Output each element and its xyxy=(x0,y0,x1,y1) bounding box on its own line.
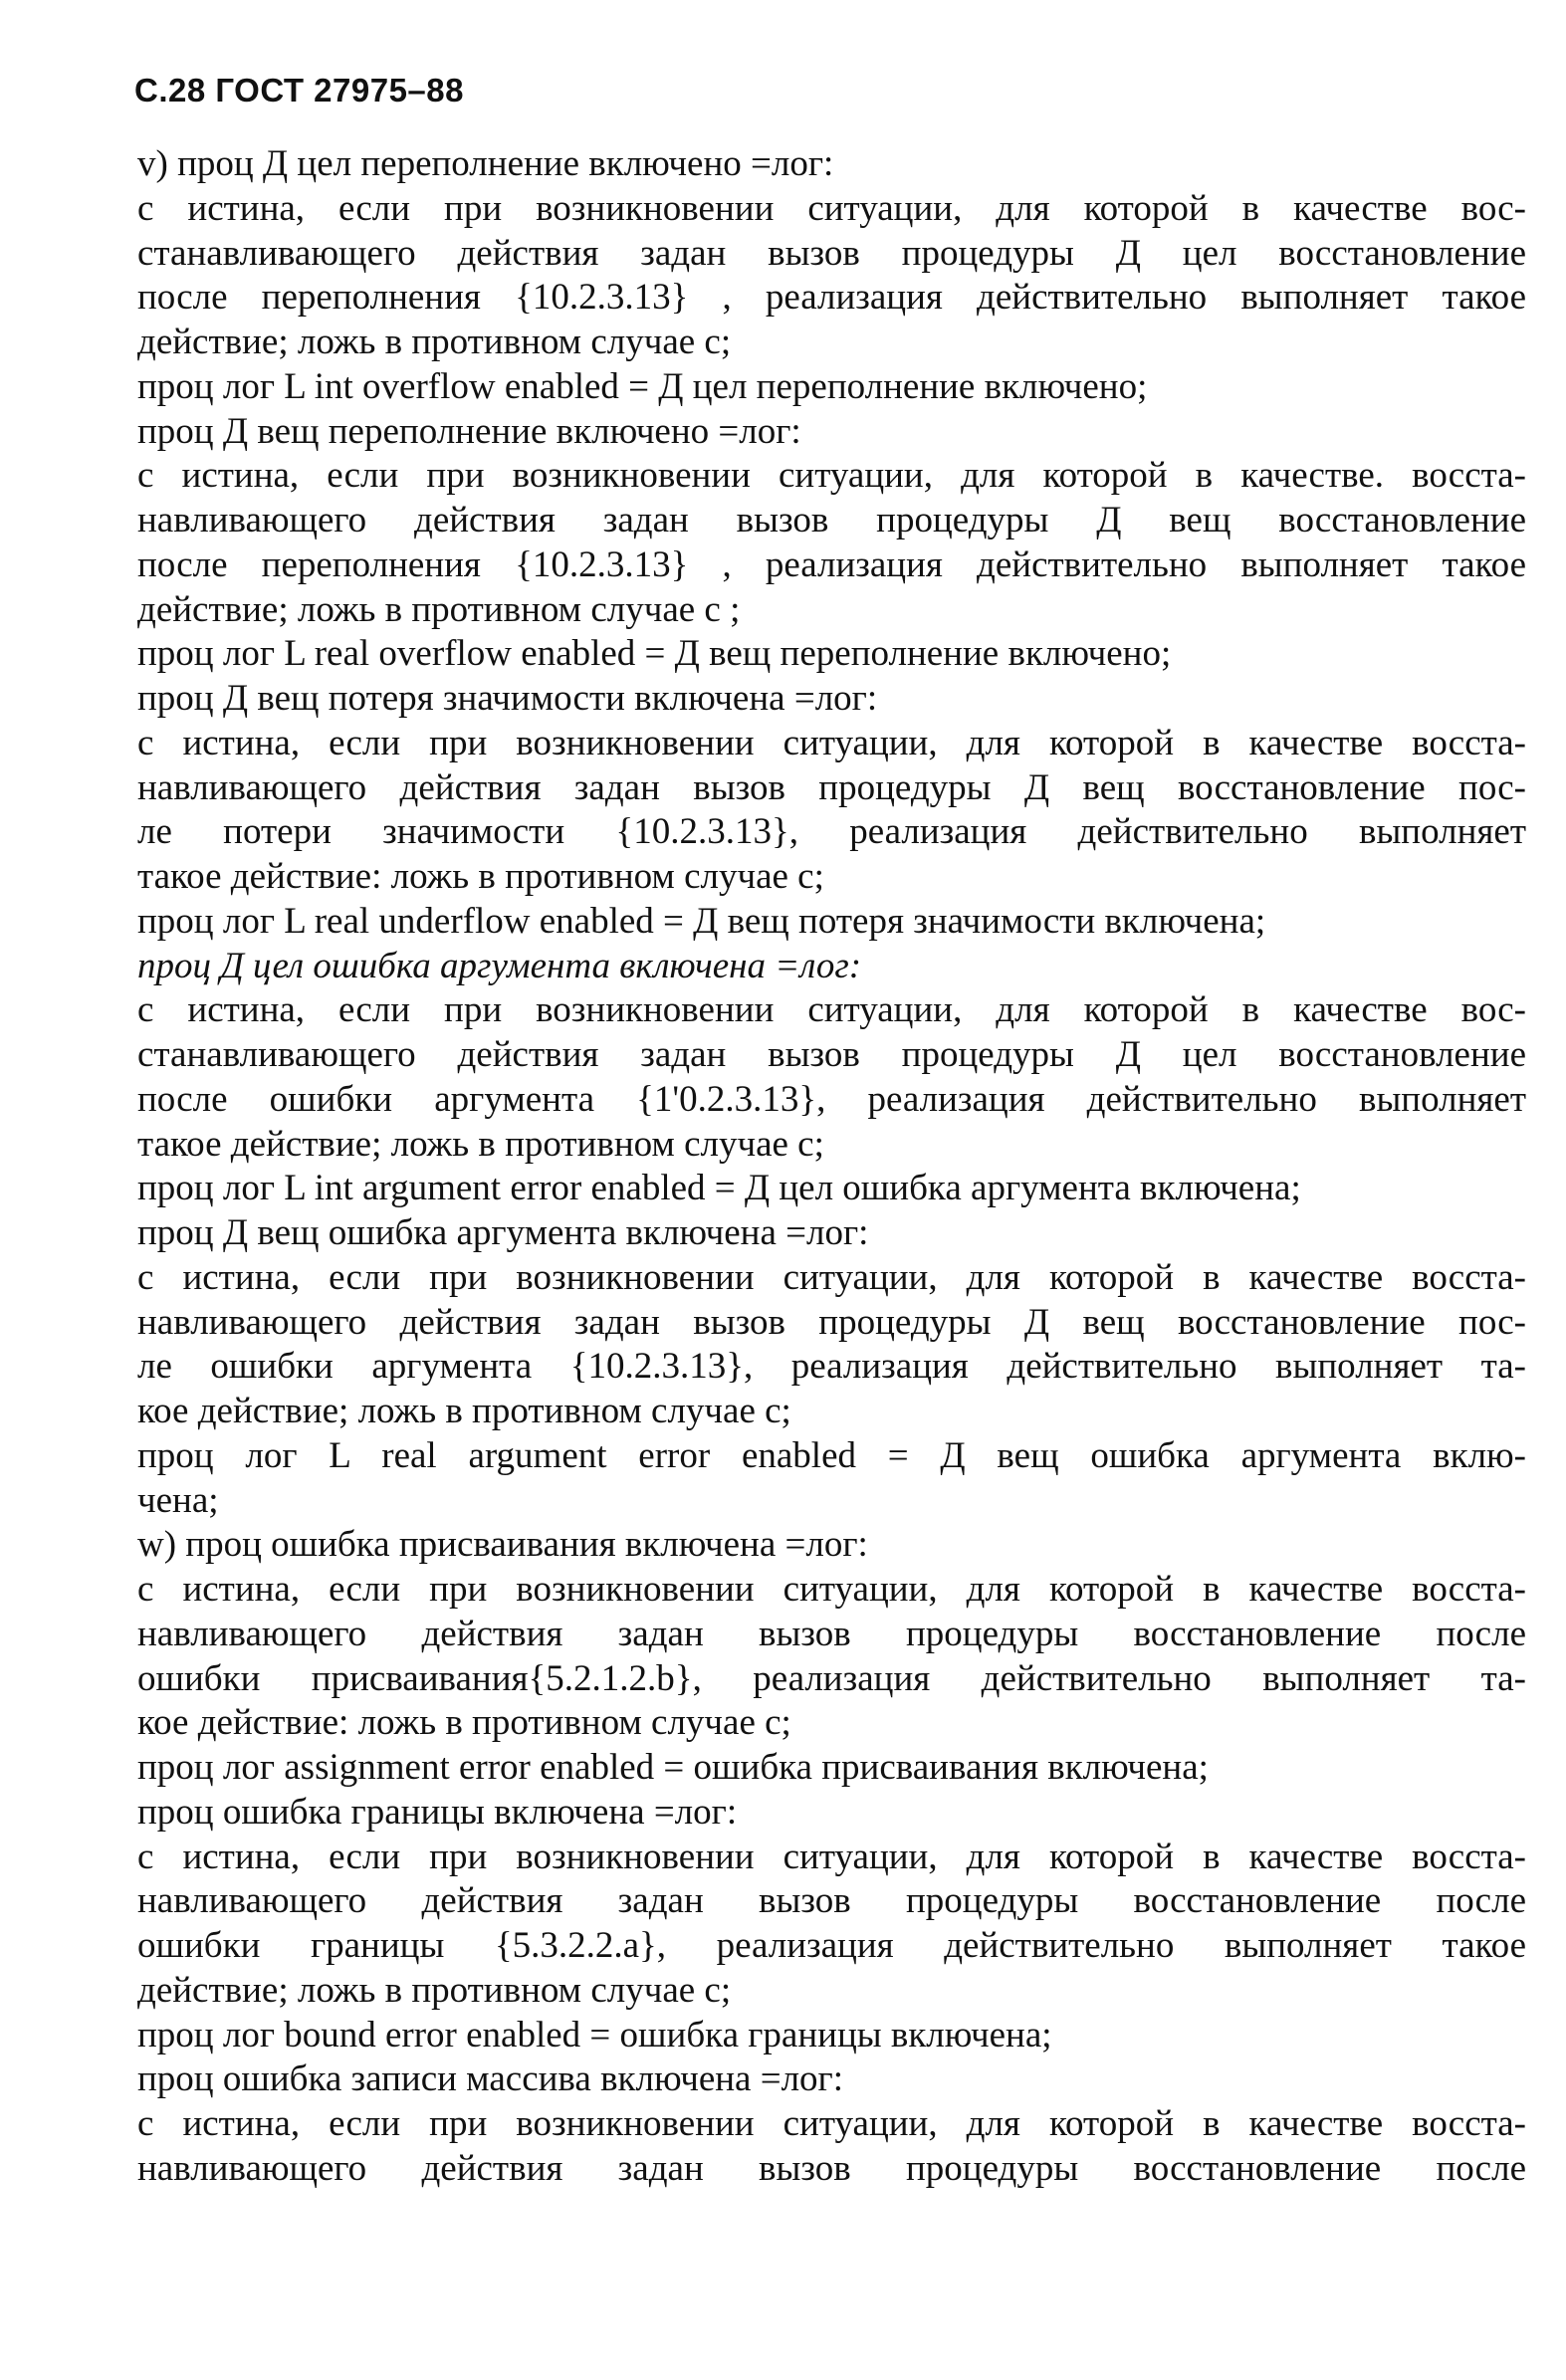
text-line: такое действие; ложь в противном случае с; xyxy=(137,1123,824,1165)
text-line: кое действие: ложь в противном случае с; xyxy=(137,1702,791,1744)
text-line: действие; ложь в противном случае с; xyxy=(137,1969,732,2011)
text-line: навливающего действия задан вызов процедуры Д вещ восстановление пос- xyxy=(137,766,1526,808)
text-line: с истина, если при возникновении ситуации, для которой в качестве восста- xyxy=(137,722,1526,763)
text-line: с истина, если при возникновении ситуации, для которой в качестве. восста- xyxy=(137,455,1526,497)
text-line: проц Д цел ошибка аргумента включена =лог: xyxy=(137,945,862,986)
text-line: проц лог L real underflow enabled = Д вещ потеря значимости включена; xyxy=(137,900,1266,942)
text-line: v) проц Д цел переполнение включено =лог: xyxy=(137,143,834,184)
text-line: проц лог L real argument error enabled = Д вещ ошибка аргумента вклю- xyxy=(137,1434,1526,1476)
text-line: w) проц ошибка присваивания включена =лог: xyxy=(137,1524,868,1566)
text-line: кое действие; ложь в противном случае с; xyxy=(137,1391,791,1431)
text-line: действие; ложь в противном случае с; xyxy=(137,322,732,362)
text-line: навливающего действия задан вызов процедуры восстановление после xyxy=(137,1613,1526,1654)
text-line: проц лог L int overflow enabled = Д цел переполнение включено; xyxy=(137,365,1148,407)
text-line: после переполнения {10.2.3.13} , реализация действительно выполняет такое xyxy=(137,543,1526,585)
text-line: станавливающего действия задан вызов процедуры Д цел восстановление xyxy=(137,1034,1526,1075)
text-line: навливающего действия задан вызов процедуры Д вещ восстановление xyxy=(137,500,1526,541)
text-line: навливающего действия задан вызов процедуры восстановление после xyxy=(137,1880,1526,1922)
text-line: ле потери значимости {10.2.3.13}, реализация действительно выполняет xyxy=(137,811,1526,853)
text-line: проц Д вещ переполнение включено =лог: xyxy=(137,410,801,452)
text-line: с истина, если при возникновении ситуации, для которой в качестве восста- xyxy=(137,1836,1526,1877)
text-line: проц лог assignment error enabled = ошибка присваивания включена; xyxy=(137,1747,1209,1788)
page-header: С.28 ГОСТ 27975–88 xyxy=(134,72,464,108)
text-line: проц лог bound error enabled = ошибка границы включена; xyxy=(137,2014,1052,2055)
body-text xyxy=(137,142,1526,2192)
text-line: проц ошибка границы включена =лог: xyxy=(137,1791,738,1833)
text-line: навливающего действия задан вызов процедуры восстановление после xyxy=(137,2147,1526,2189)
text-line: проц лог L int argument error enabled = Д цел ошибка аргумента включена; xyxy=(137,1168,1301,1209)
text-line: проц лог L real overflow enabled = Д вещ переполнение включено; xyxy=(137,633,1172,675)
text-line: проц Д вещ потеря значимости включена =лог: xyxy=(137,678,878,719)
text-line: проц ошибка записи массива включена =лог: xyxy=(137,2058,843,2100)
text-line: с истина, если при возникновении ситуации, для которой в качестве восста- xyxy=(137,2103,1526,2144)
text-line: после переполнения {10.2.3.13} , реализация действительно выполняет такое xyxy=(137,277,1526,319)
text-line: с истина, если при возникновении ситуации, для которой в качестве восста- xyxy=(137,1569,1526,1610)
text-line: навливающего действия задан вызов процедуры Д вещ восстановление пос- xyxy=(137,1301,1526,1343)
text-line: станавливающего действия задан вызов процедуры Д цел восстановление xyxy=(137,232,1526,274)
text-line: проц Д вещ ошибка аргумента включена =лог: xyxy=(137,1212,869,1253)
text-line: чена; xyxy=(137,1479,219,1521)
text-line: ле ошибки аргумента {10.2.3.13}, реализация действительно выполняет та- xyxy=(137,1346,1526,1388)
text-line: с истина, если при возникновении ситуации, для которой в качестве восста- xyxy=(137,1256,1526,1298)
text-line: с истина, если при возникновении ситуации, для которой в качестве вос- xyxy=(137,989,1526,1031)
text-line: с истина, если при возникновении ситуации, для которой в качестве вос- xyxy=(137,187,1526,229)
text-line: такое действие: ложь в противном случае с; xyxy=(137,856,824,897)
text-line: после ошибки аргумента {1'0.2.3.13}, реализация действительно выполняет xyxy=(137,1078,1526,1120)
text-line: ошибки границы {5.3.2.2.a}, реализация действительно выполняет такое xyxy=(137,1925,1526,1966)
text-line: ошибки присваивания{5.2.1.2.b}, реализация действительно выполняет та- xyxy=(137,1657,1526,1699)
text-line: действие; ложь в противном случае с ; xyxy=(137,588,741,630)
